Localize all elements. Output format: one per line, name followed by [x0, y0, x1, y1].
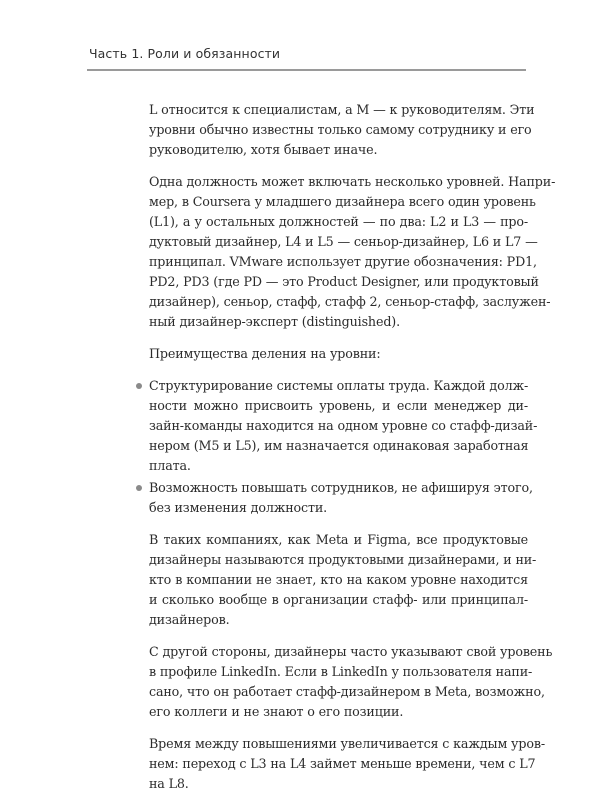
- text-line: С другой стороны, дизайнеры часто указывают свой уровень: [149, 644, 553, 659]
- bullet-icon: [136, 485, 142, 491]
- header-rule: [87, 69, 526, 71]
- text-line: на L8.: [149, 776, 189, 791]
- text-line: дуктовый дизайнер, L4 и L5 — сеньор-дизайнер, L6 и L7 —: [149, 234, 538, 249]
- text-line: мер, в Coursera у младшего дизайнера всего один уровень: [149, 194, 536, 209]
- text-line: (L1), а у остальных должностей — по два: L2 и L3 — про-: [149, 214, 528, 229]
- bullet-list: [149, 376, 538, 518]
- text-line: нером (M5 и L5), им назначается одинаковая заработная: [149, 438, 529, 453]
- text-line: плата.: [149, 458, 191, 473]
- text-line: его коллеги и не знают о его позиции.: [149, 704, 404, 719]
- text-line: в профиле LinkedIn. Если в LinkedIn у пользователя напи-: [149, 664, 533, 679]
- text-line: руководителю, хотя бывает иначе.: [149, 142, 378, 157]
- text-line: Время между повышениями увеличивается с каждым уров-: [149, 736, 545, 751]
- text-line: Одна должность может включать несколько уровней. Напри-: [149, 174, 556, 189]
- text-line: дизайнеры называются продуктовыми дизайнерами, и ни-: [149, 552, 537, 567]
- text-line: В таких компаниях, как Meta и Figma, все продуктовые: [149, 532, 528, 547]
- paragraph: [149, 344, 528, 364]
- text-line: Структурирование системы оплаты труда. Каждой долж-: [149, 378, 529, 393]
- text-line: PD2, PD3 (где PD — это Product Designer, или продуктовый: [149, 274, 539, 289]
- text-line: сано, что он работает стафф-дизайнером в Meta, возможно,: [149, 684, 545, 699]
- text-line: без изменения должности.: [149, 500, 328, 515]
- text-line: Возможность повышать сотрудников, не афишируя этого,: [149, 480, 533, 495]
- text-line: нем: переход с L3 на L4 займет меньше времени, чем с L7: [149, 756, 536, 771]
- list-item: [149, 478, 533, 518]
- running-head: Часть 1. Роли и обязанности: [89, 46, 281, 61]
- text-line: дизайнер), сеньор, стафф, стафф 2, сеньор-стафф, заслужен-: [149, 294, 551, 309]
- text-line: принципал. VMware использует другие обозначения: PD1,: [149, 254, 537, 269]
- text-line: ный дизайнер-эксперт (distinguished).: [149, 314, 400, 329]
- text-line: кто в компании не знает, кто на каком уровне находится: [149, 572, 528, 587]
- text-line: и сколько вообще в организации стафф- или принципал-: [149, 592, 528, 607]
- bullet-icon: [136, 383, 142, 389]
- paragraph: [149, 642, 553, 722]
- paragraph: [149, 100, 535, 160]
- text-line: уровни обычно известны только самому сотруднику и его: [149, 122, 532, 137]
- paragraph: [149, 172, 556, 332]
- text-line: L относится к специалистам, а M — к руководителям. Эти: [149, 102, 535, 117]
- text-line: зайн-команды находится на одном уровне со стафф-дизай-: [149, 418, 538, 433]
- text-line: Преимущества деления на уровни:: [149, 346, 381, 361]
- paragraph: [149, 530, 537, 630]
- paragraph: [149, 734, 545, 794]
- text-line: ности можно присвоить уровень, и если менеджер ди-: [149, 398, 528, 413]
- page-body: [149, 100, 556, 806]
- list-item: [149, 376, 538, 476]
- text-line: дизайнеров.: [149, 612, 230, 627]
